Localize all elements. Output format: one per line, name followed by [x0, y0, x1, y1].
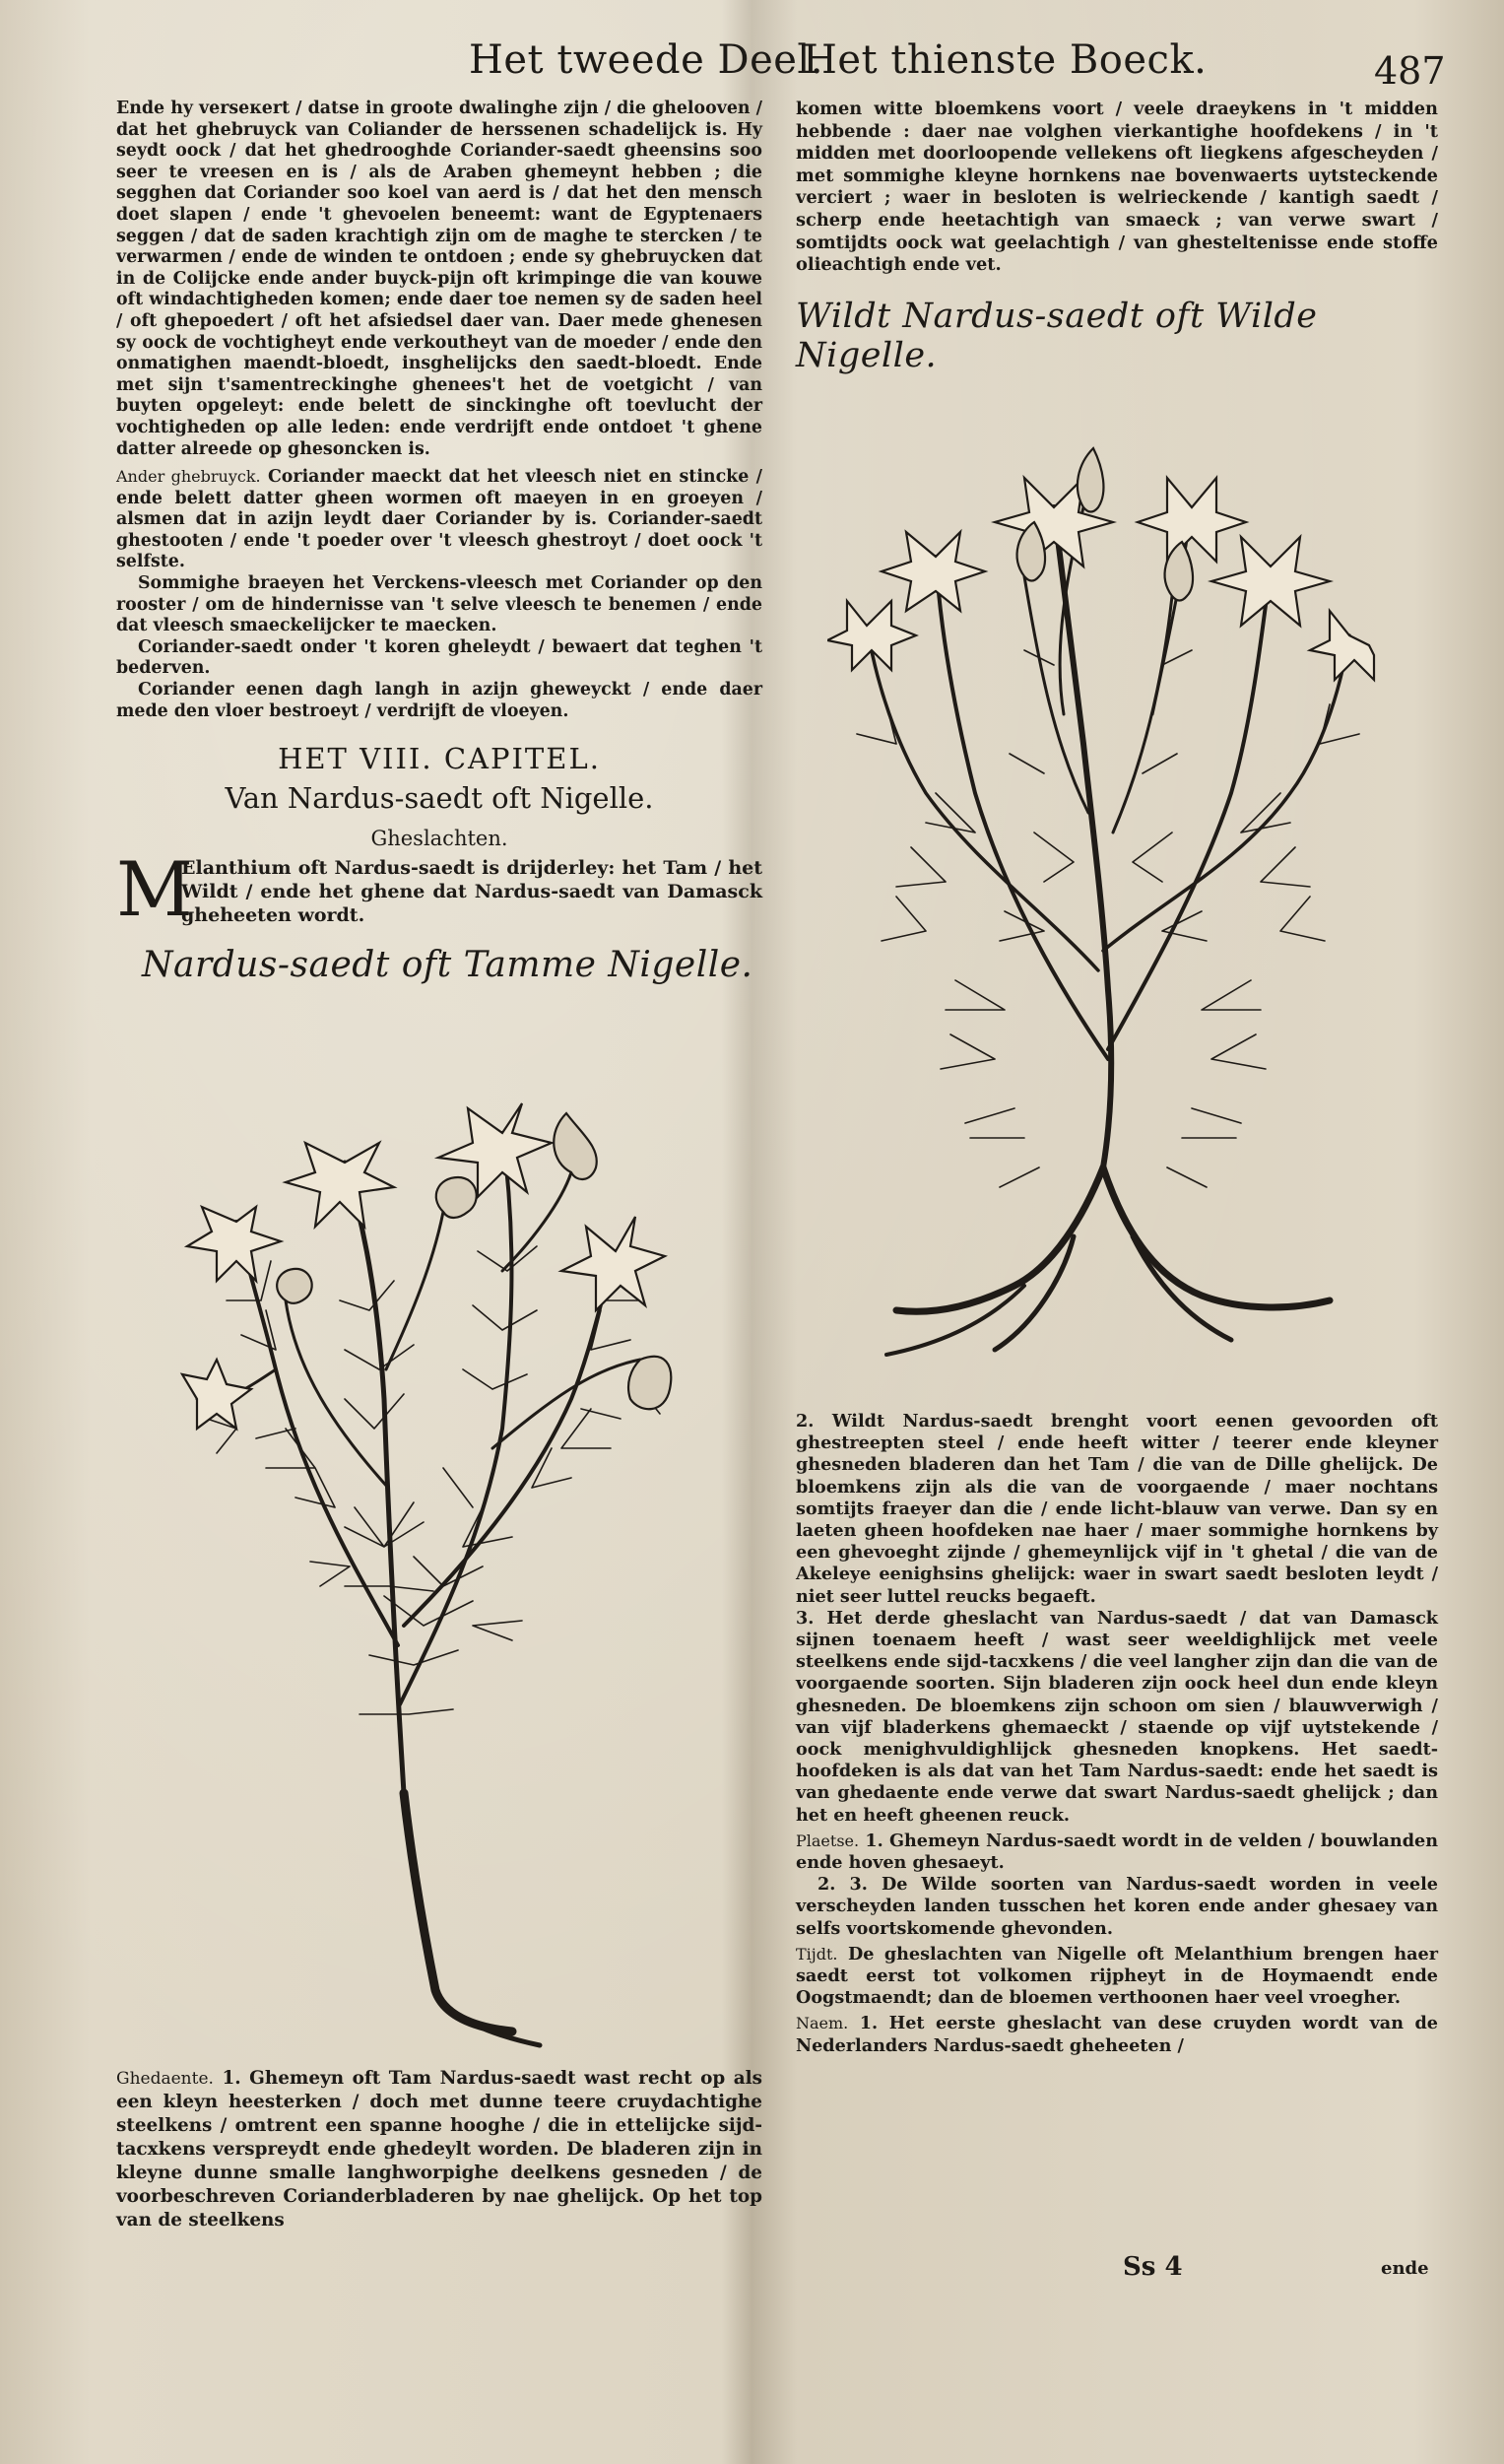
signature-mark: Ss 4 [1123, 2252, 1183, 2282]
figure-title-wild-nigella: Wildt Nardus-saedt oft Wilde Nigelle. [796, 296, 1318, 375]
place-paragraph [796, 1831, 1438, 1874]
folio-number: 487 [1374, 49, 1446, 93]
left-paragraph-5: Coriander eenen dagh langh in azijn gheweyckt / ende daer mede den vloer bestroeyt / verdrijft de vloeyen. [116, 680, 762, 721]
left-paragraph-1: Ende hy verseкert / datse in groote dwalinghe zijn / die ghelooven / dat het ghebruyck van Coliander de herssenen schadelijck is. Hy seydt oock / dat het ghedrooghde Coriander-saedt gheensins soo seer te vreesen en is / als de Araben ghemeynt hebben ; die segghen dat Coriander soo koel van aerd is / dat het den mensch doet slapen / ende 't ghevoelen beneemt: want de Egyptenaers seggen / dat de saden krachtigh zijn om de maghe te stercken / te verwarmen / ende de winden te ontdoen ; ende sy ghebruycken dat in de Colijcke ende ander buyck-pijn oft krimpinge die van kouwe oft windachtigheden komen; ende daer toe nemen sy de saden heel / oft ghepoedert / oft het afsiedsel daer van. Daer mede ghenesen sy oock de vochtigheyt ende verkoutheyt van de moeder / ende den onmatighen maendt-bloedt, insghelijcks den saedt-bloedt. Ende met sijn t'samentreckinghe ghenees't het de voetgicht / van buyten opgeleyt: ende belett de sinckinghe oft toevlucht der vochtigheden op alle leden: ende verdrijft ende ontdoet 't ghene datter alreede op ghesoncken is. [116, 99, 762, 459]
woodcut-wild-nigella [827, 419, 1379, 1365]
kinds-heading: Gheslachten. [370, 827, 508, 851]
running-head-left: Het tweede Deel. [469, 37, 823, 83]
shape-paragraph [116, 2067, 762, 2232]
margin-label-naem: Naem. [796, 2014, 849, 2033]
right-paragraph-3: 3. Het derde gheslacht van Nardus-saedt / dat van Damasck sijnen toenaem heeft / wast seer weeldighlijck met veele steelkens ende sijd-tacxkens / die veel langher zijn dan die van de voorgaende soorten. Sijn bladeren zijn oock heel dun ende kleyn ghesneden. De bloemkens zijn schoon om sien / blauwverwigh / van vijf bladerkens ghemaeckt / staende op vijf uytstekende / oock menighvuldighlijck ghesneden knopkens. Het saedt-hoofdeken is als dat van het Tam Nardus-saedt: ende het saedt is van ghedaente ende verwe dat swart Nardus-saedt ghelijck ; dan het en heeft gheenen reuck. [796, 1607, 1438, 1826]
margin-label-ander-ghebruyck: Ander ghebruyck. [116, 467, 261, 487]
drop-cap-letter: M [116, 845, 193, 934]
left-paragraph-4: Coriander-saedt onder 't koren gheleydt / bewaert dat teghen 't bederven. [116, 636, 762, 679]
margin-label-tijdt: Tijdt. [796, 1944, 838, 1964]
figure-title-tame-nigella: Nardus-saedt oft Tamme Nigelle. [142, 945, 753, 986]
place-paragraph-text: 1. Ghemeyn Nardus-saedt wordt in de velden / bouwlanden ende hoven ghesaeyt. [796, 1830, 1438, 1874]
time-paragraph [796, 1944, 1438, 2010]
margin-label-ghedaente: Ghedaente. [116, 2069, 214, 2089]
name-paragraph-text: 1. Het eerste gheslacht van dese cruyden wordt van de Nederlanders Nardus-saedt gheheeten / [796, 2013, 1438, 2056]
left-column-bottom [116, 2067, 762, 2232]
chapter-heading: HET VIII. CAPITEL. [278, 742, 601, 776]
catchword: ende [1381, 2258, 1429, 2279]
left-paragraph-2-text: Coriander maeckt dat het vleesch niet en stincke / ende belett datter gheen wormen oft maeyen in en groeyen / alsmen dat in azijn leydt daer Coriander by is. Coriander-saedt ghestooten / ende 't poeder over 't vleesch ghestroyt / doet oock 't selfste. [116, 467, 762, 572]
place-paragraph-2: 2. 3. De Wilde soorten van Nardus-saedt worden in veele verscheyden landen tusschen het koren ende ander ghesaey van selfs voortskomende ghevonden. [796, 1874, 1438, 1939]
kinds-paragraph [116, 845, 762, 934]
right-column [796, 99, 1438, 375]
shape-paragraph-text: 1. Ghemeyn oft Tam Nardus-saedt wast recht op als een kleyn heesterken / doch met dunne teere cruydachtighe steelkens / omtrent een spanne hooghe / die in ettelijcke sijd-tacxkens verspreydt ende ghedeylt worden. De bladeren zijn in kleyne dunne smalle langhworpighe deelkens gesneden / de voorbeschreven Corianderbladeren by nae ghelijck. Op het top van de steelkens [116, 2068, 763, 2231]
right-paragraph-2: 2. Wildt Nardus-saedt brenght voort eenen gevoorden oft ghestreepten steel / ende heeft witter / teerer ende kleyner ghesneden bladeren dan het Tam / die van de Dille ghelijck. De bloemkens zijn als die van de voorgaende / maer nochtans somtijts fraeyer dan die / ende licht-blauw van verwe. Dan sy en laeten gheen hoofdeken nae haer / maer sommighe hornkens by een ghevoeght zijnde / ghemeynlijck vijf in 't ghetal / die van de Akeleye eenighsins ghelijck: waer in swart saedt besloten leydt / niet seer luttel reucks begaeft. [796, 1411, 1438, 1607]
woodcut-tame-nigella [177, 1074, 729, 2049]
margin-label-plaetse: Plaetse. [796, 1831, 860, 1850]
left-paragraph-3: Sommighe braeyen het Verckens-vleesch met Coriander op den rooster / om de hindernisse van 't selve vleesch te benemen / ende dat vleesch smaeckelijcker te maecken. [116, 573, 762, 636]
right-column-bottom [796, 1411, 1438, 2057]
kinds-paragraph-text: Elanthium oft Nardus-saedt is drijderley: het Tam / het Wildt / ende het ghene dat Nardus-saedt van Damasck gheheeten wordt. [181, 857, 762, 927]
left-paragraph-2 [116, 466, 762, 573]
left-column [116, 99, 762, 985]
running-head-right: Het thienste Boeck. [803, 37, 1208, 83]
time-paragraph-text: De gheslachten van Nigelle oft Melanthium brengen haer saedt eerst tot volkomen rijpheyt in de Hoymaendt ende Oogstmaendt; dan de bloemen verthoonen haer veel vroegher. [796, 1943, 1438, 2009]
chapter-title: Van Nardus-saedt oft Nigelle. [225, 781, 654, 816]
name-paragraph [796, 2013, 1438, 2056]
right-paragraph-1: komen witte bloemkens voort / veele draeykens in 't midden hebbende : daer nae volghen vierkantighe hoofdekens / in 't midden met doorloopende vellekens oft liegkens afgescheyden / met sommighe kleyne hornkens nae bovenwaerts uytsteckende verciert ; waer in besloten is welrieckende / kantigh saedt / scherp ende heetachtigh van smaeck ; van verwe swart / somtijdts oock wat geelachtigh / van ghesteltenisse ende stoffe olieachtigh ende vet. [796, 99, 1438, 276]
